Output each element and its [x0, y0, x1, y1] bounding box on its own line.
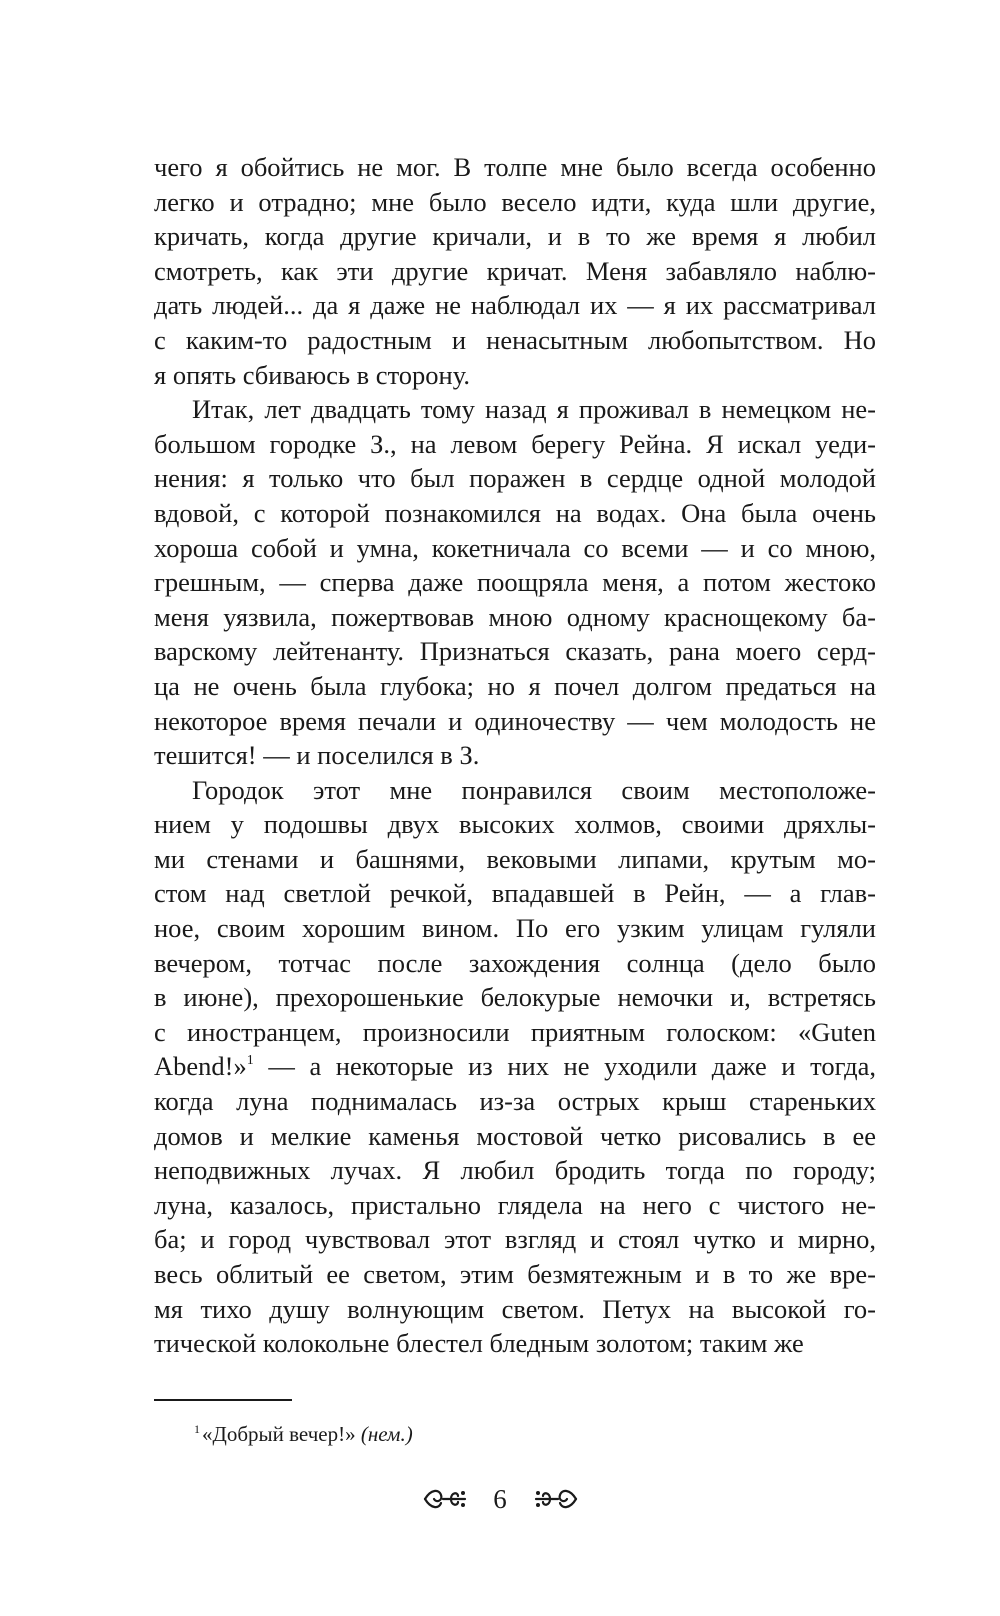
text-line: луна, казалось, пристально глядела на него с чистого не-: [154, 1189, 876, 1220]
paragraph: [154, 392, 876, 773]
footnote: [194, 1415, 413, 1448]
footnote-divider: [154, 1399, 292, 1401]
text-line: с иностранцем, произносили приятным голоском: «Guten: [154, 1016, 876, 1047]
text-line: большом городке З., на левом берегу Рейна. Я искал уеди-: [154, 428, 876, 459]
text-line: неподвижных лучах. Я любил бродить тогда по городу;: [154, 1155, 876, 1186]
text-line: ми стенами и башнями, вековыми липами, крутым мо-: [154, 843, 876, 874]
text-line: весь облитый ее светом, этим безмятежным и в то же вре-: [154, 1259, 876, 1289]
text-line: ца не очень была глубока; но я почел долгом предаться на: [154, 670, 876, 701]
footnote-language: (нем.): [360, 1422, 413, 1446]
text-line: нием у подошвы двух высоких холмов, своими дряхлы-: [154, 809, 876, 840]
text-line: дать людей... да я даже не наблюдал их — я их рассматривал: [154, 290, 876, 321]
text-line: Городок этот мне понравился своим местоположе-: [192, 774, 876, 805]
text-line: ба; и город чувствовал этот взгляд и стоял чутко и мирно,: [154, 1224, 876, 1255]
text-line: тешится! — и поселился в З.: [154, 740, 480, 771]
text-line: кричать, когда другие кричали, и в то же время я любил: [154, 221, 876, 252]
body-text: [154, 150, 876, 1361]
text-line: меня уязвила, пожертвовав мною одному краснощекому ба-: [154, 601, 876, 632]
page-number: 6: [493, 1483, 507, 1514]
text-line: когда луна поднималась из-за острых крыш стареньких: [154, 1086, 876, 1117]
text-line: тической колокольне блестел бледным золотом; таким же: [154, 1328, 804, 1359]
text-line: домов и мелкие каменья мостовой четко рисовались в ее: [154, 1120, 876, 1151]
text-line: с каким-то радостным и ненасытным любопытством. Но: [154, 324, 876, 355]
paragraph: [154, 150, 876, 392]
paragraph: [154, 773, 876, 1361]
footnote-text: «Добрый вечер!»: [202, 1422, 356, 1446]
text-line: в июне), прехорошенькие белокурые немочки и, встретясь: [154, 982, 876, 1013]
text-line: легко и отрадно; мне было весело идти, куда шли другие,: [154, 186, 876, 217]
text-line: нения: я только что был поражен в сердце одной молодой: [154, 463, 876, 494]
text-line: ное, своим хорошим вином. По его узким улицам гуляли: [154, 913, 876, 944]
text-line: вдовой, с которой познакомился на водах. Она была очень: [154, 497, 876, 528]
text-line: Итак, лет двадцать тому назад я проживал в немецком не-: [192, 394, 876, 425]
left-ornament-icon: [421, 1485, 469, 1513]
text-line: Abend!»$^1$ — а некоторые из них не уходили даже и тогда,: [154, 1051, 876, 1082]
footnote-reference: 1: [246, 1053, 254, 1069]
text-line: варскому лейтенанту. Признаться сказать, рана моего серд-: [154, 636, 876, 667]
text-line: грешным, — сперва даже поощряла меня, а потом жестоко: [154, 567, 876, 598]
right-ornament-icon: [532, 1485, 580, 1513]
text-line: я опять сбиваюсь в сторону.: [154, 359, 470, 390]
text-line: стом над светлой речкой, впадавшей в Рейн, — а глав-: [154, 878, 876, 909]
text-line: некоторое время печали и одиночеству — чем молодость не: [154, 705, 876, 736]
text-line: вечером, тотчас после захождения солнца (дело было: [154, 947, 876, 978]
text-line: чего я обойтись не мог. В толпе мне было всегда особенно: [154, 152, 876, 182]
text-line: хороша собой и умна, кокетничала со всеми — и со мною,: [154, 532, 876, 563]
text-line: смотреть, как эти другие кричат. Меня забавляло наблю-: [154, 255, 876, 286]
footnote-marker: 1: [194, 1422, 200, 1436]
text-line: мя тихо душу волнующим светом. Петух на высокой го-: [154, 1293, 876, 1324]
page-footer: [0, 1476, 1000, 1519]
